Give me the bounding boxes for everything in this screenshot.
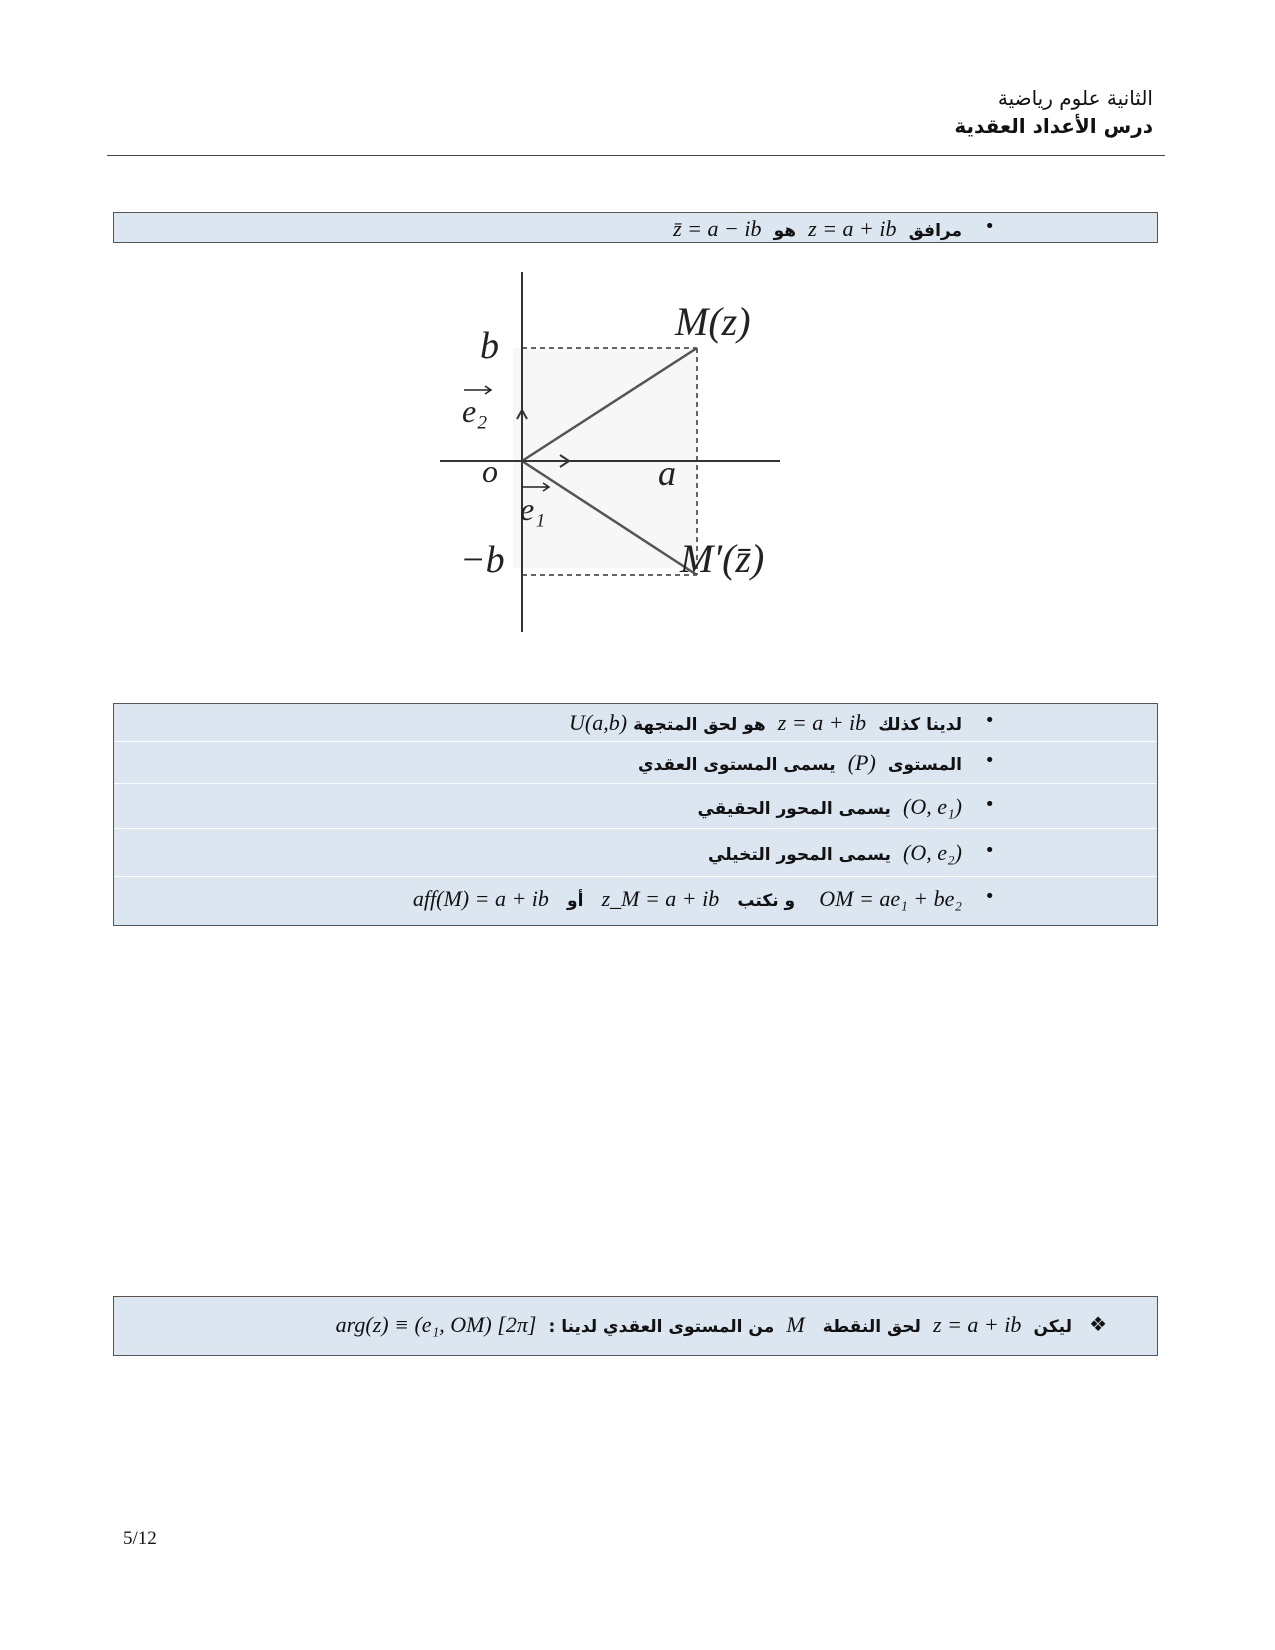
lesson-title: درس الأعداد العقدية xyxy=(954,114,1153,138)
plane-P: (P) xyxy=(847,750,876,775)
bullet: • xyxy=(984,216,995,237)
argument-formula: arg(z) ≡ (e₁, OM) [2π] xyxy=(335,1312,537,1337)
axis-O-e1: (O, e₁) xyxy=(903,794,962,819)
label-b: b xyxy=(480,325,499,367)
argument-statement xyxy=(336,1312,1072,1338)
label-o: o xyxy=(482,453,498,489)
class-level: الثانية علوم رياضية xyxy=(997,86,1153,110)
zM-expression: z_M = a + ib xyxy=(601,886,720,911)
row-separator xyxy=(114,741,1157,742)
affix-of-point: لحق النقطة xyxy=(822,1317,921,1337)
vector-U: U(a,b) xyxy=(569,710,628,735)
axis-O-e2: (O, e₂) xyxy=(903,840,962,865)
diamond-bullet-icon: ❖ xyxy=(1089,1312,1107,1336)
or-word: أو xyxy=(567,891,584,911)
z-definition: z = a + ib xyxy=(808,216,897,241)
row-separator xyxy=(114,783,1157,784)
conjugate-definition: z̄ = a − ib xyxy=(673,216,762,241)
bullet: • xyxy=(984,840,995,861)
label-e1: e₁ xyxy=(520,491,546,527)
label-a: a xyxy=(658,453,676,493)
OM-decomposition: OM = ae₁ + be₂ xyxy=(819,886,962,911)
notation-statement xyxy=(413,886,962,912)
affix-vector-statement xyxy=(569,710,962,736)
page-header xyxy=(954,84,1153,140)
aff-expression: aff(M) = a + ib xyxy=(412,886,549,911)
called-imaginary-axis: يسمى المحور التخيلي xyxy=(708,845,891,865)
and-we-write: و نكتب xyxy=(737,891,796,911)
row-separator xyxy=(114,828,1157,829)
plane-word: المستوى xyxy=(887,755,962,775)
conjugate-box xyxy=(113,212,1158,243)
called-complex-plane: يسمى المستوى العقدي xyxy=(637,755,836,775)
label-e2: e₂ xyxy=(462,393,488,429)
also-we-have: لدينا كذلك xyxy=(878,715,962,735)
z-expression: z = a + ib xyxy=(933,1312,1022,1337)
complex-plane-diagram xyxy=(440,272,780,632)
label-minus-b: −b xyxy=(460,539,505,581)
argument-box xyxy=(113,1296,1158,1356)
imaginary-axis-statement xyxy=(708,840,962,866)
let-word: ليكن xyxy=(1033,1317,1072,1337)
called-real-axis: يسمى المحور الحقيقي xyxy=(697,799,891,819)
bullet: • xyxy=(984,886,995,907)
point-M: M xyxy=(786,1312,805,1337)
bullet: • xyxy=(984,710,995,731)
label-Mprime: M′(z̄) xyxy=(680,536,765,581)
bullet: • xyxy=(984,794,995,815)
is-affix-of-vector: هو لحق المتجهة xyxy=(633,715,766,735)
row-separator xyxy=(114,876,1157,877)
real-axis-statement xyxy=(697,794,962,820)
label-M: M(z) xyxy=(675,299,751,344)
is-word: هو xyxy=(773,221,797,241)
conjugate-statement xyxy=(673,216,962,242)
bullet: • xyxy=(984,750,995,771)
conjugate-label: مرافق xyxy=(908,221,962,241)
in-complex-plane-we-have: من المستوى العقدي لدينا : xyxy=(548,1317,775,1337)
page-number: 5/12 xyxy=(123,1528,157,1549)
definitions-box xyxy=(113,703,1158,926)
header-rule xyxy=(107,155,1165,156)
complex-plane-statement xyxy=(638,750,962,776)
z-expression: z = a + ib xyxy=(777,710,867,735)
